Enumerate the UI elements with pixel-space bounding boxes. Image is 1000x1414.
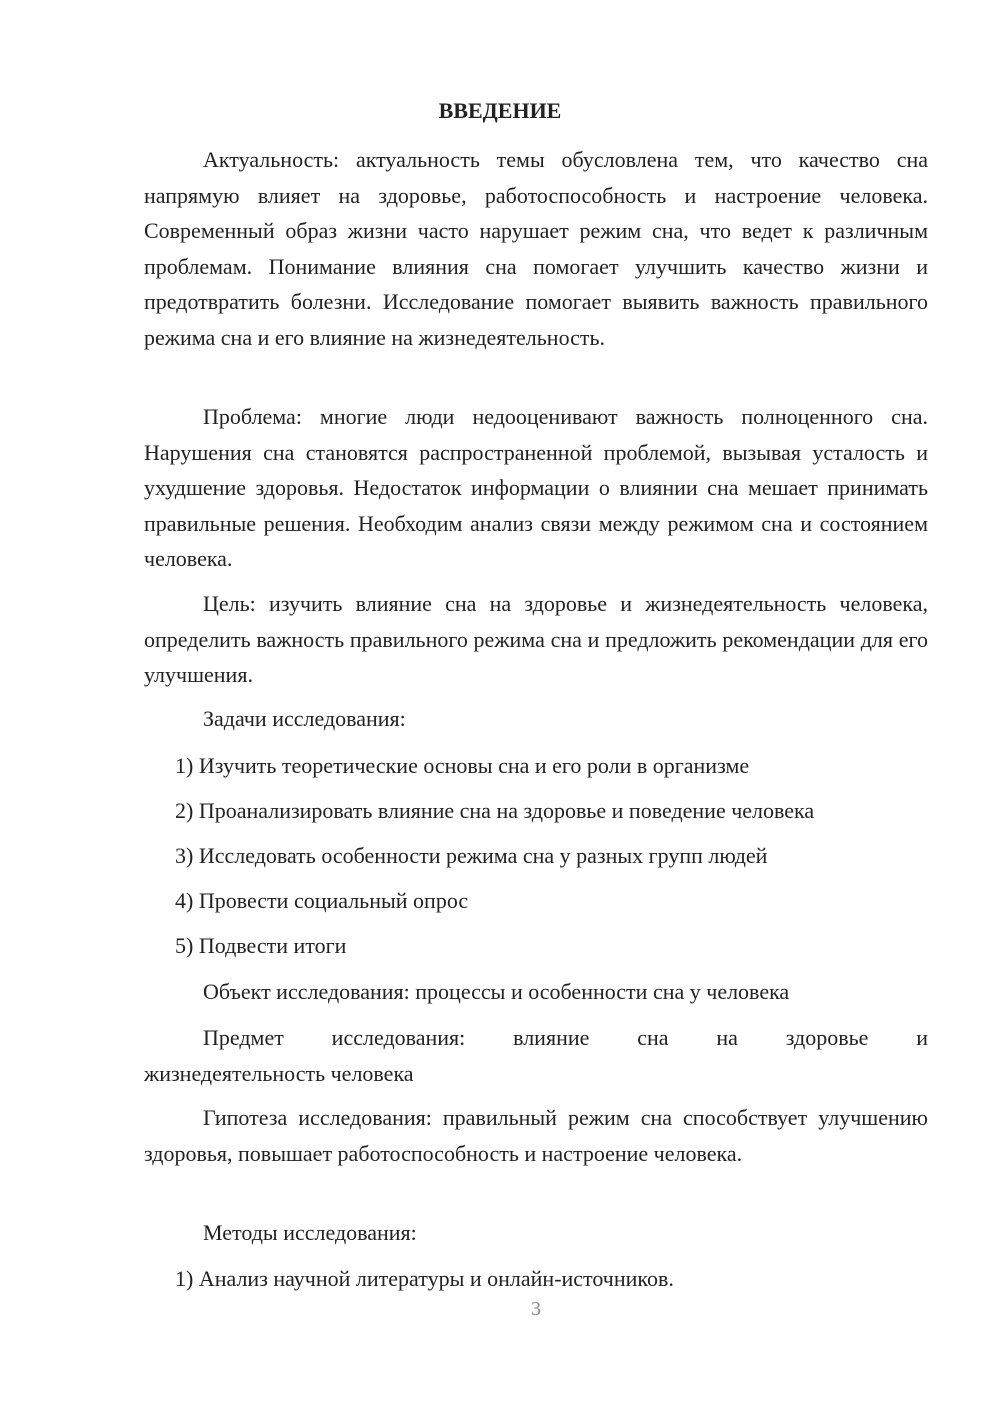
object-line: Объект исследования: процессы и особенности сна у человека	[203, 979, 790, 1004]
task-item: 4) Провести социальный опрос	[175, 888, 469, 913]
subject-line-1: Предмет исследования: влияние сна на здоровье и	[203, 1025, 928, 1050]
methods-heading: Методы исследования:	[203, 1220, 417, 1245]
method-item: 1) Анализ научной литературы и онлайн-источников.	[175, 1266, 674, 1291]
page-number: 3	[531, 1298, 541, 1320]
subject-paragraph	[144, 1020, 928, 1092]
task-item: 3) Исследовать особенности режима сна у разных групп людей	[175, 843, 768, 868]
section-title: ВВЕДЕНИЕ	[438, 98, 562, 123]
subject-line-2: жизнедеятельность человека	[144, 1060, 414, 1086]
tasks-heading: Задачи исследования:	[203, 706, 406, 731]
goal-paragraph: Цель: изучить влияние сна на здоровье и жизнедеятельность человека, определить важность правильного режима сна и предложить рекомендации для его улучшения.	[144, 591, 928, 687]
hypothesis-paragraph: Гипотеза исследования: правильный режим сна способствует улучшению здоровья, повышает работоспособность и настроение человека.	[144, 1105, 928, 1166]
task-item: 5) Подвести итоги	[175, 933, 347, 958]
problem-paragraph: Проблема: многие люди недооценивают важность полноценного сна. Нарушения сна становятся распространенной проблемой, вызывая усталость и ухудшение здоровья. Недостаток информации о влиянии сна мешает принимать правильные решения. Необходим анализ связи между режимом сна и состоянием человека.	[144, 404, 928, 571]
task-item: 2) Проанализировать влияние сна на здоровье и поведение человека	[175, 798, 815, 823]
relevance-paragraph: Актуальность: актуальность темы обусловлена тем, что качество сна напрямую влияет на здоровье, работоспособность и настроение человека. Современный образ жизни часто нарушает режим сна, что ведет к различным проблемам. Понимание влияния сна помогает улучшить качество жизни и предотвратить болезни. Исследование помогает выявить важность правильного режима сна и его влияние на жизнедеятельность.	[144, 147, 928, 350]
task-item: 1) Изучить теоретические основы сна и его роли в организме	[175, 753, 750, 778]
